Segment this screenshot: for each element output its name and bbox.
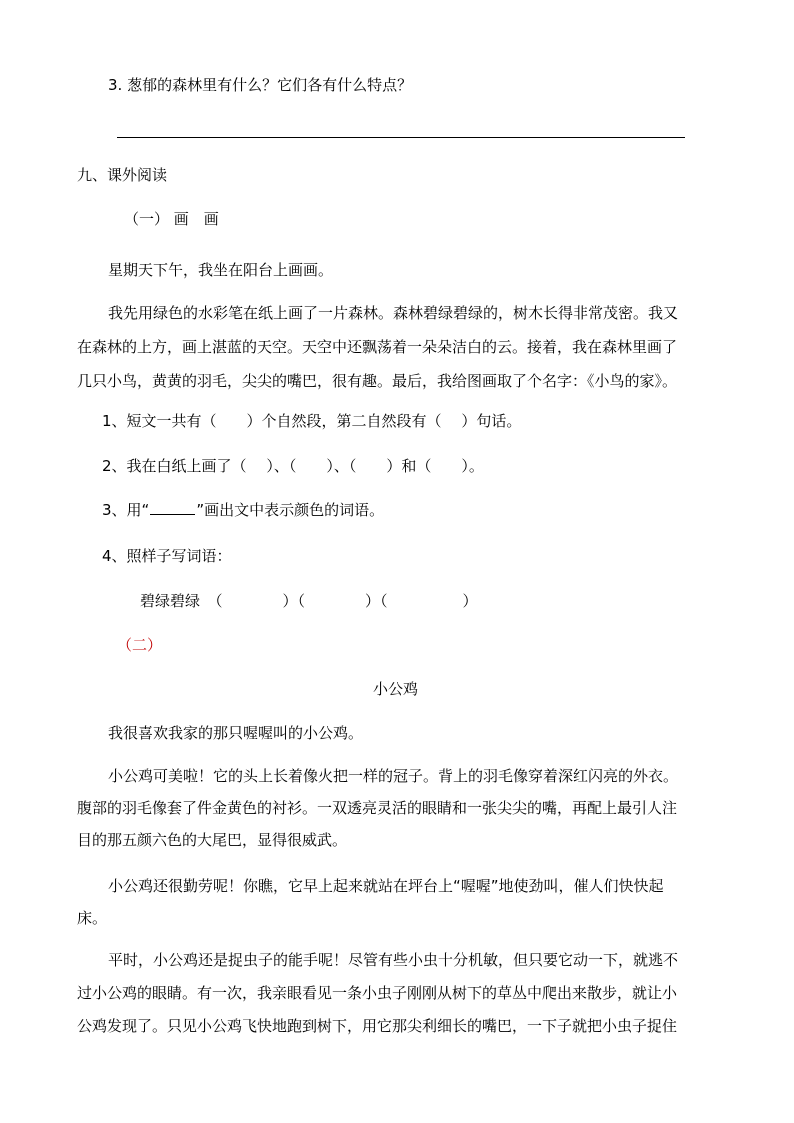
part2-paragraph-4-line-2: 过小公鸡的眼睛。有一次，我亲眼看见一条小虫子刚刚从树下的草丛中爬出来散步，就让小 <box>77 984 678 1002</box>
part1-question-3 <box>102 499 384 521</box>
part2-title: 小公鸡 <box>373 680 419 698</box>
part1-paragraph-1: 星期天下午，我坐在阳台上画画。 <box>108 261 334 279</box>
part2-paragraph-4-line-3: 公鸡发现了。只见小公鸡飞快地跑到树下，用它那尖利细长的嘴巴，一下子就把小虫子捉住 <box>77 1017 678 1035</box>
part2-paragraph-2-line-3: 目的那五颜六色的大尾巴，显得很威武。 <box>77 831 348 849</box>
question-3-suffix: ”画出文中表示颜色的词语。 <box>196 501 385 519</box>
section-title: 九、课外阅读 <box>77 166 168 184</box>
part2-paragraph-1: 我很喜欢我家的那只喔喔叫的小公鸡。 <box>108 724 364 742</box>
part1-question-2: 2、我在白纸上画了（ ）、（ ）、（ ）和（ ）。 <box>102 457 484 475</box>
part2-paragraph-2-line-1: 小公鸡可美啦！它的头上长着像火把一样的冠子。背上的羽毛像穿着深红闪亮的外衣。 <box>108 767 679 785</box>
question-3-prefix: 3、用“ <box>102 501 150 519</box>
part2-paragraph-3-line-2: 床。 <box>77 909 108 927</box>
part1-question-4-example: 碧绿碧绿 （ ）（ ）（ ） <box>140 592 478 610</box>
part1-paragraph-2-line-3: 几只小鸟，黄黄的羽毛，尖尖的嘴巴，很有趣。最后，我给图画取了个名字：《小鸟的家》。 <box>77 372 678 390</box>
part2-heading: （二） <box>117 636 163 654</box>
part2-paragraph-3-line-1: 小公鸡还很勤劳呢！你瞧，它早上起来就站在坪台上“喔喔”地使劲叫，催人们快快起 <box>108 877 664 895</box>
part2-paragraph-4-line-1: 平时，小公鸡还是捉虫子的能手呢！尽管有些小虫十分机敏，但只要它动一下，就逃不 <box>108 951 679 969</box>
part1-question-1: 1、短文一共有（ ）个自然段，第二自然段有（ ）句话。 <box>102 412 522 430</box>
part1-paragraph-2-line-2: 在森林的上方，画上湛蓝的天空。天空中还飘荡着一朵朵洁白的云。接着，我在森林里画了 <box>77 338 678 356</box>
answer-line[interactable] <box>117 137 685 138</box>
part2-paragraph-2-line-2: 腹部的羽毛像套了件金黄色的衬衫。一双透亮灵活的眼睛和一张尖尖的嘴，再配上最引人注 <box>77 799 678 817</box>
underline-sample <box>150 500 195 515</box>
part1-heading: （一） 画 画 <box>124 210 219 228</box>
part1-paragraph-2-line-1: 我先用绿色的水彩笔在纸上画了一片森林。森林碧绿碧绿的，树木长得非常茂密。我又 <box>108 304 679 322</box>
question-3: 3. 葱郁的森林里有什么？它们各有什么特点？ <box>108 76 413 94</box>
part1-question-4: 4、照样子写词语： <box>102 547 232 565</box>
